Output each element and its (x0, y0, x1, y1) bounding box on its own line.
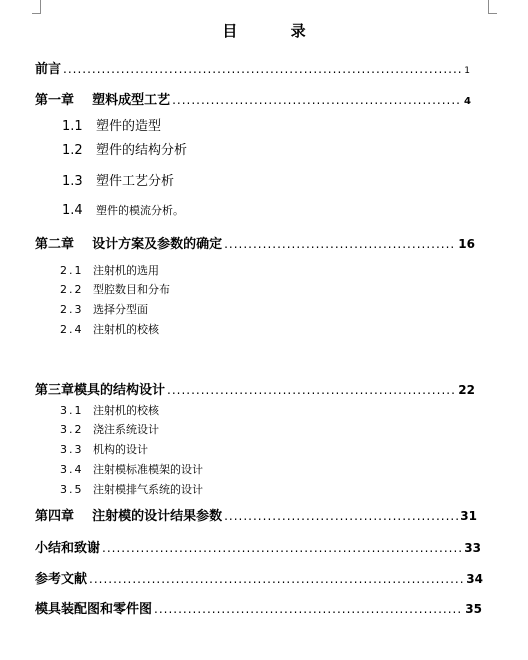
toc-entry-references[interactable] (35, 568, 483, 587)
toc-subentry-number: 3.2 (60, 423, 84, 436)
toc-subentry-number: 3.3 (60, 443, 84, 456)
dot-leader (89, 572, 464, 586)
toc-subentry-text: 塑件工艺分析 (96, 174, 175, 189)
toc-subentry-text: 注射机的选用 (93, 264, 159, 277)
dot-leader (224, 237, 456, 251)
toc-subentry-number: 2.2 (60, 283, 84, 296)
toc-subentry-text: 型腔数目和分布 (93, 283, 170, 296)
toc-subentry-number: 3.4 (60, 463, 84, 476)
toc-entry-text: 参考文献 (35, 572, 88, 587)
toc-entry-page: 31 (460, 509, 477, 523)
toc-title: 目 录 (222, 22, 330, 40)
toc-subentry[interactable] (62, 202, 184, 218)
toc-subentry[interactable] (60, 321, 159, 337)
toc-entry-page: 33 (464, 541, 481, 555)
toc-subentry[interactable] (60, 281, 170, 297)
toc-entry-page: 34 (466, 572, 483, 586)
toc-entry-chapter-4[interactable] (35, 505, 477, 524)
toc-entry-chapter-3[interactable] (35, 379, 475, 398)
toc-subentry-number: 3.5 (60, 483, 84, 496)
toc-subentry[interactable] (62, 139, 187, 158)
dot-leader (172, 93, 462, 107)
toc-subentry-text: 注射模标准模架的设计 (93, 463, 203, 476)
toc-subentry-number: 2.3 (60, 303, 84, 316)
dot-leader (63, 62, 462, 76)
toc-subentry[interactable] (60, 262, 159, 278)
toc-subentry-text: 选择分型面 (93, 303, 148, 316)
toc-entry-drawings[interactable] (35, 598, 482, 617)
toc-subentry-number: 1.2 (62, 143, 83, 158)
toc-entry-summary[interactable] (35, 537, 481, 556)
toc-entry-page: 1 (464, 66, 470, 76)
toc-entry-page: 4 (464, 96, 471, 107)
toc-subentry-text: 塑件的结构分析 (96, 143, 188, 158)
toc-entry-page: 16 (458, 237, 475, 251)
toc-subentry[interactable] (60, 461, 203, 477)
toc-subentry[interactable] (62, 115, 161, 134)
toc-entry-preface[interactable] (35, 58, 470, 77)
toc-subentry-text: 注射机的校核 (93, 323, 159, 336)
dot-leader (154, 602, 463, 616)
toc-entry-text: 模具装配图和零件图 (35, 602, 153, 617)
toc-entry-chapter-1[interactable] (35, 89, 471, 108)
toc-subentry-number: 1.1 (62, 119, 83, 134)
toc-subentry[interactable] (62, 170, 174, 189)
toc-entry-page: 35 (465, 602, 482, 616)
toc-subentry[interactable] (60, 301, 148, 317)
toc-entry-text: 第二章 设计方案及参数的确定 (35, 237, 223, 252)
toc-subentry-text: 塑件的造型 (96, 119, 162, 134)
toc-subentry-text: 注射机的校核 (93, 404, 159, 417)
toc-subentry-text: 注射模排气系统的设计 (93, 483, 203, 496)
page-corner-mark-right (488, 0, 497, 14)
toc-subentry-number: 2.1 (60, 264, 84, 277)
page-corner-mark-left (32, 0, 41, 14)
toc-subentry-number: 3.1 (60, 404, 84, 417)
toc-entry-text: 小结和致谢 (35, 541, 101, 556)
dot-leader (224, 509, 458, 523)
toc-entry-text: 第三章模具的结构设计 (35, 383, 166, 398)
toc-subentry[interactable] (60, 441, 148, 457)
toc-entry-text: 第一章 塑料成型工艺 (35, 93, 171, 108)
toc-subentry-number: 1.3 (62, 174, 83, 189)
toc-entry-page: 22 (458, 383, 475, 397)
toc-subentry-text: 机构的设计 (93, 443, 148, 456)
toc-entry-chapter-2[interactable] (35, 233, 475, 252)
dot-leader (167, 383, 456, 397)
toc-subentry-number: 2.4 (60, 323, 84, 336)
toc-subentry-number: 1.4 (62, 203, 83, 218)
toc-subentry-text: 浇注系统设计 (93, 423, 159, 436)
dot-leader (102, 541, 462, 555)
toc-subentry[interactable] (60, 481, 203, 497)
toc-entry-text: 第四章 注射模的设计结果参数 (35, 509, 223, 524)
toc-subentry-text: 塑件的模流分析。 (96, 204, 184, 217)
toc-subentry[interactable] (60, 402, 159, 418)
toc-entry-text: 前言 (35, 62, 62, 77)
toc-subentry[interactable] (60, 421, 159, 437)
